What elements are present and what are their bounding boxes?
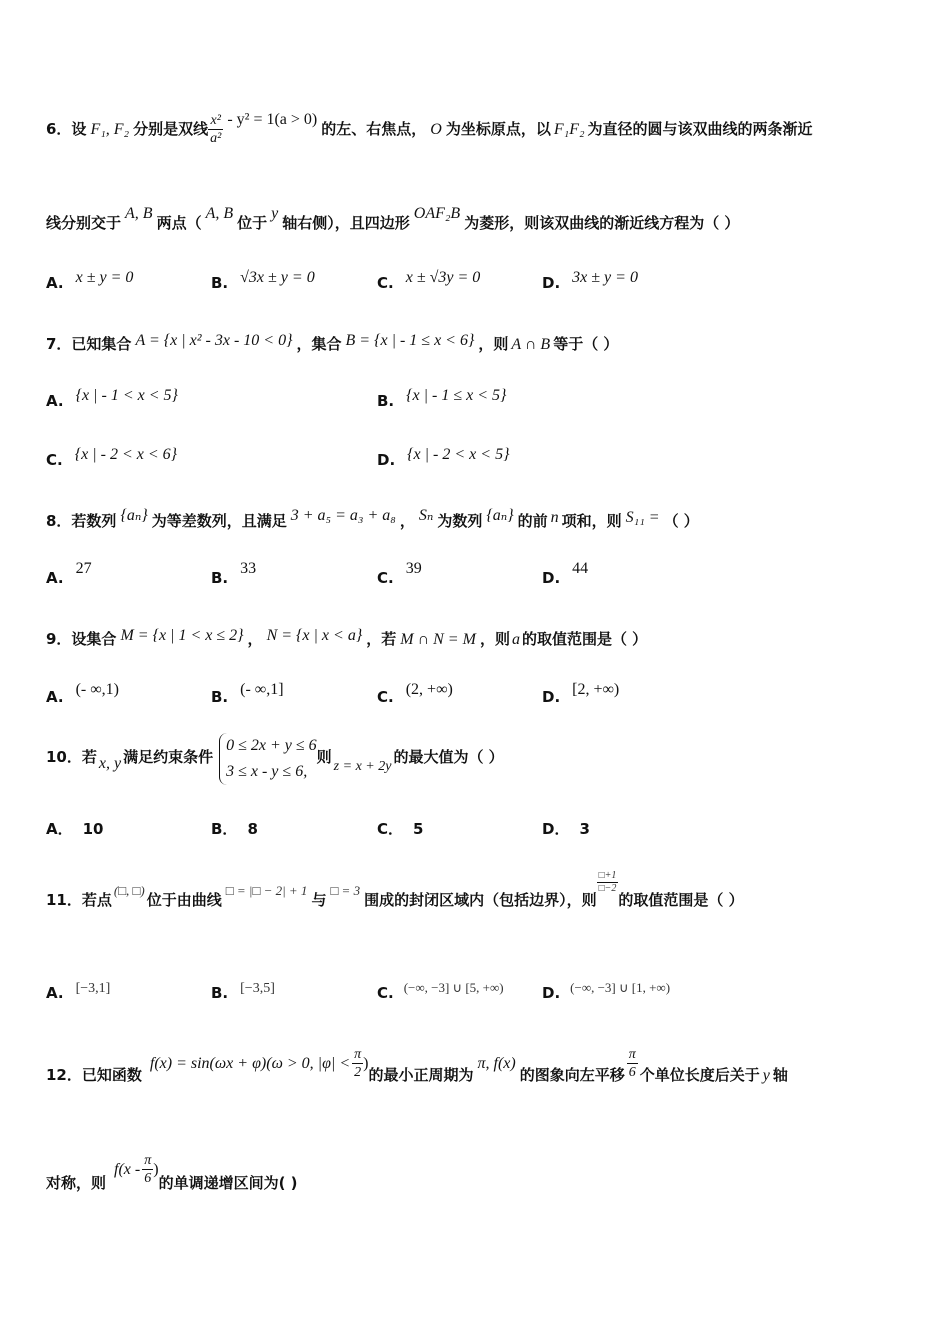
ratio-fraction: $\frac{□+1}{□-2}$ <box>598 870 617 894</box>
math-set-b: B = {x | - 1 ≤ x < 6} <box>345 332 475 349</box>
q8-option-c[interactable]: C.39 <box>377 560 422 587</box>
q7-option-b[interactable]: B. {x | - 1 ≤ x < 5} <box>377 387 507 410</box>
q9-option-d[interactable]: D. [2, +∞) <box>542 681 620 706</box>
q11-option-b[interactable]: B. [−3,5] <box>211 981 275 1002</box>
constraint-system: 0 ≤ 2x + y ≤ 6 3 ≤ x - y ≤ 6, <box>219 733 317 785</box>
question-8: 8．若数列 {aₙ} 为等差数列，且满足 3 + a₅ = a₃ + a₈ ， Sₙ 为数列 {aₙ} 的前 n 项和，则 S₁₁ = （ ） <box>46 507 699 530</box>
q6-option-d[interactable]: D. 3x ± y = 0 <box>542 269 638 292</box>
q8-option-b[interactable]: B.33 <box>211 560 257 587</box>
q6-option-a[interactable]: A. x ± y = 0 <box>46 269 134 292</box>
q10-option-a[interactable]: A． 10 <box>46 820 104 838</box>
question-7: 7．已知集合 A = {x | x² - 3x - 10 < 0} ，集合 B = {x | - 1 ≤ x < 6} ，则 A ∩ B 等于（ ） <box>46 332 619 353</box>
q10-option-b[interactable]: B． 8 <box>211 820 258 838</box>
q7-option-a[interactable]: A. {x | - 1 < x < 5} <box>46 387 178 410</box>
question-10: 10．若 x, y 满足约束条件 0 ≤ 2x + y ≤ 6 3 ≤ x - y ≤ 6, 则z = x + 2y的最大值为（ ） <box>46 733 504 785</box>
question-6-line-1: 6．设 F₁, F₂ 分别是双线 $\frac{\text{x²}}{\text{a²}}$ - y² = 1(a > 0)的左、右焦点， O 为坐标原点，以 F₁F₂ 为直径的圆与该双曲线的两条渐近 <box>46 111 813 146</box>
question-12-line-2: 对称，则f(x - $\frac{\pi}{6}$ )的单调递增区间为( ) <box>46 1153 298 1192</box>
math-f1f2: F₁F₂ <box>553 121 585 138</box>
q7-option-d[interactable]: D. {x | - 2 < x < 5} <box>377 446 510 469</box>
q8-option-a[interactable]: A.27 <box>46 560 92 587</box>
q9-option-c[interactable]: C. (2, +∞) <box>377 681 453 706</box>
math-hyperbola: - y² = 1(a > 0) <box>227 111 318 128</box>
math-set-a: A = {x | x² - 3x - 10 < 0} <box>135 332 293 349</box>
math-foci: F₁, F₂ <box>90 121 130 138</box>
q11-option-d[interactable]: D. (−∞, −3] ∪ [1, +∞) <box>542 980 671 1002</box>
math-fraction: $\frac{\text{x²}}{\text{a²}}$ <box>210 113 222 146</box>
q10-option-d[interactable]: D． 3 <box>542 820 590 838</box>
q6-option-c[interactable]: C. x ± √3y = 0 <box>377 269 481 292</box>
question-9: 9．设集合 M = {x | 1 < x ≤ 2} ， N = {x | x < a} ，若 M ∩ N = M ，则 a 的取值范围是（ ） <box>46 627 648 648</box>
q11-option-c[interactable]: C. (−∞, −3] ∪ [5, +∞) <box>377 980 504 1002</box>
q9-option-b[interactable]: B. (- ∞,1] <box>211 681 284 706</box>
q6-option-b[interactable]: B. √3x ± y = 0 <box>211 269 315 292</box>
q7-option-c[interactable]: C. {x | - 2 < x < 6} <box>46 446 178 469</box>
question-number: 6．设 <box>46 120 87 138</box>
q10-option-c[interactable]: C． 5 <box>377 820 424 838</box>
math-origin: O <box>430 121 442 138</box>
q11-option-a[interactable]: A. [−3,1] <box>46 981 111 1002</box>
q9-option-a[interactable]: A. (- ∞,1) <box>46 681 119 706</box>
question-6-line-2: 线分别交于A, B两点（A, B位于y轴右侧），且四边形OAF₂B为菱形，则该双曲线的渐近线方程为（ ） <box>46 205 740 232</box>
question-11: 11．若点(□, □)位于由曲线□ = |□ − 2| + 1与□ = 3围成的封闭区域内（包括边界），则 $\frac{□+1}{□-2}$ 的取值范围是（ ） <box>46 870 744 909</box>
q8-option-d[interactable]: D.44 <box>542 560 589 587</box>
question-12-line-1: 12．已知函数f(x) = sin(ωx + φ)(ω > 0, |φ| < $\frac{\pi}{2}$ )的最小正周期为π, f(x)的图象向左平移 $\frac{\pi}{6}$ 个单位长度后关于 y 轴 <box>46 1047 788 1084</box>
